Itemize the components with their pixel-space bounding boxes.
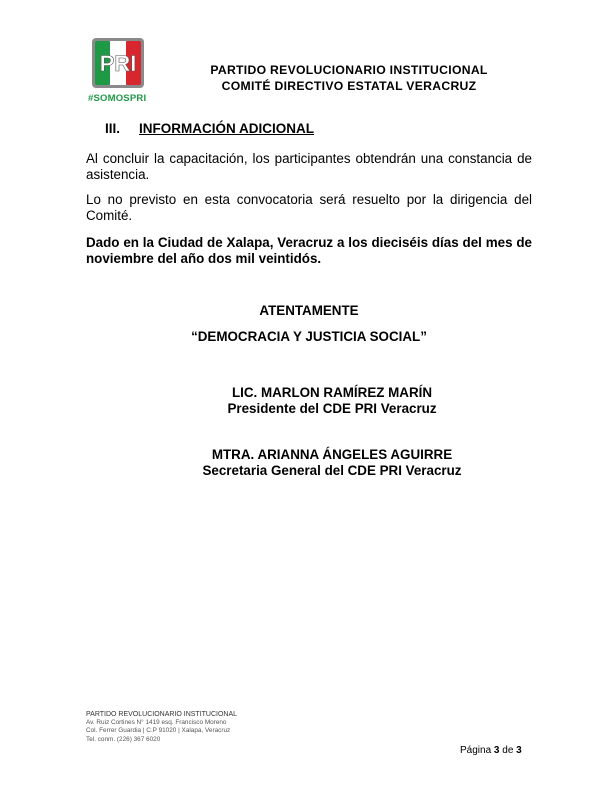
page-current: 3 — [493, 745, 500, 756]
pri-logo-text: PRI — [99, 51, 137, 76]
pri-logo-icon — [92, 38, 144, 88]
signature-name: LIC. MARLON RAMÍREZ MARÍN — [231, 385, 433, 400]
signature-president — [109, 385, 555, 417]
footer-address — [86, 711, 237, 744]
pri-logo — [86, 38, 150, 106]
section-heading — [105, 121, 314, 136]
closing-motto: “DEMOCRACIA Y JUSTICIA SOCIAL” — [191, 329, 427, 344]
header-line-committee: COMITÉ DIRECTIVO ESTATAL VERACRUZ — [221, 79, 477, 93]
section-number: III. — [105, 121, 121, 136]
signature-name: MTRA. ARIANNA ÁNGELES AGUIRRE — [211, 447, 453, 462]
header-line-party: PARTIDO REVOLUCIONARIO INSTITUCIONAL — [210, 63, 488, 77]
footer-address-line: Col. Ferrer Guardia | C.P 91020 | Xalapa, Veracruz — [86, 727, 231, 735]
page-number — [460, 745, 522, 756]
page-total: 3 — [516, 745, 522, 756]
section-title: INFORMACIÓN ADICIONAL — [139, 121, 314, 136]
footer-phone: Tel. conm. (226) 367 6020 — [86, 735, 161, 743]
signature-role: Presidente del CDE PRI Veracruz — [227, 401, 437, 416]
closing-salutation: ATENTAMENTE — [259, 303, 359, 318]
footer-org: PARTIDO REVOLUCIONARIO INSTITUCIONAL — [86, 711, 238, 718]
signature-role: Secretaria General del CDE PRI Veracruz — [202, 463, 462, 478]
hashtag-text: #SOMOSPRI — [88, 93, 147, 104]
paragraph-certificate: Al concluir la capacitación, los participantes obtendrán una constancia de asistencia. — [86, 151, 532, 182]
page-label: Página — [460, 745, 492, 756]
page-of: de — [502, 745, 514, 756]
paragraph-unforeseen: Lo no previsto en esta convocatoria será resuelto por la dirigencia del Comité. — [86, 192, 532, 223]
signature-secretary — [109, 447, 555, 479]
paragraph-date-place: Dado en la Ciudad de Xalapa, Veracruz a los dieciséis días del mes de noviembre del año dos mil veintidós. — [86, 235, 532, 266]
footer-address-line: Av. Ruiz Cortines N° 1419 esq. Francisco Moreno — [86, 719, 227, 727]
document-header — [190, 62, 508, 94]
